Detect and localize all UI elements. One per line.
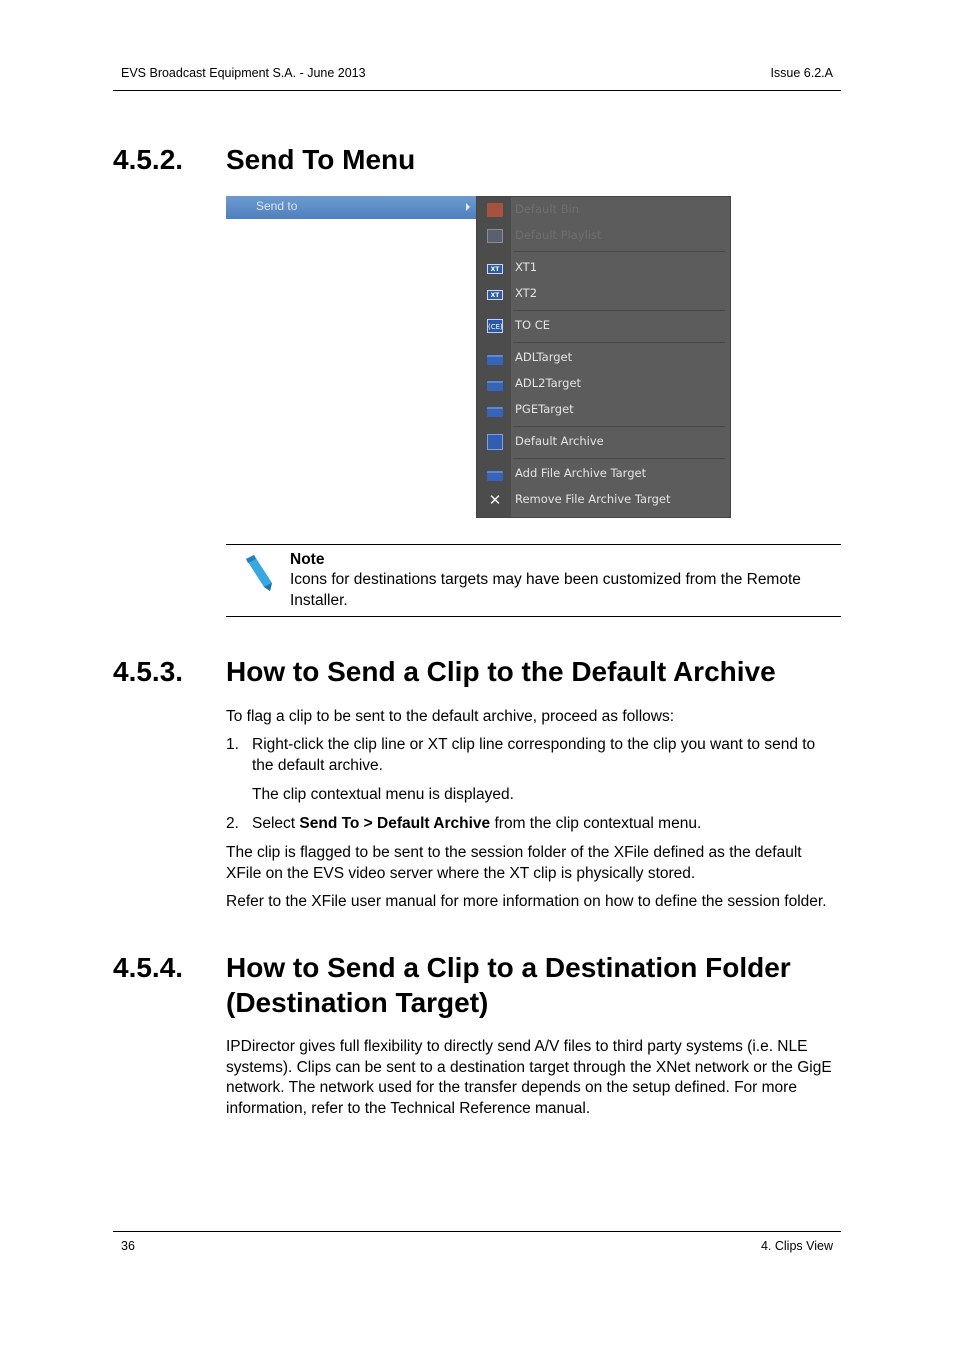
playlist-icon	[487, 229, 503, 243]
menu-item-label: ADLTarget	[515, 350, 573, 364]
menu-path-bold: Send To > Default Archive	[299, 815, 491, 832]
menu-item-label: XT1	[515, 260, 538, 274]
header-issue: Issue 6.2.A	[770, 66, 833, 80]
menu-item-adltarget[interactable]	[477, 345, 727, 371]
menu-item-xt1[interactable]	[477, 255, 727, 281]
section-heading-destination-folder	[113, 950, 841, 1022]
pencil-icon	[242, 553, 276, 593]
section-heading-default-archive	[113, 654, 841, 690]
send-to-submenu	[476, 196, 731, 518]
step-text	[252, 814, 841, 835]
send-to-menu-screenshot	[226, 196, 731, 518]
note-text: Icons for destinations targets may have been customized from the Remote Installer.	[290, 571, 801, 609]
section-heading-send-to-menu	[113, 142, 841, 178]
menu-item-label: ADL2Target	[515, 376, 582, 390]
folder-icon	[487, 407, 503, 417]
menu-item-xt2[interactable]	[477, 281, 727, 307]
menu-item-label: Add File Archive Target	[515, 466, 647, 480]
step-2	[226, 814, 841, 836]
menu-item-label: TO CE	[515, 318, 551, 332]
section-number: 4.5.4.	[113, 952, 184, 983]
step-text-post: from the clip contextual menu.	[490, 815, 702, 832]
menu-item-remove-file-archive-target[interactable]	[477, 487, 727, 513]
paragraph-flagged: The clip is flagged to be sent to the session folder of the XFile defined as the default XFile on the EVS video server where the XT clip is physically stored.	[226, 844, 802, 882]
submenu-arrow-icon	[466, 203, 470, 211]
step-text: Right-click the clip line or XT clip line corresponding to the clip you want to send to the default archive.	[252, 736, 816, 774]
menu-item-default-bin[interactable]	[477, 197, 727, 223]
intro-paragraph: To flag a clip to be sent to the default archive, proceed as follows:	[226, 708, 675, 725]
menu-item-label: PGETarget	[515, 402, 574, 416]
section-title: Send To Menu	[226, 144, 416, 175]
menu-item-default-playlist[interactable]	[477, 223, 727, 249]
step-number: 1.	[226, 736, 239, 753]
section-number: 4.5.3.	[113, 656, 184, 687]
menu-separator	[513, 310, 725, 311]
note-box	[226, 544, 841, 617]
folder-icon	[487, 471, 503, 481]
menu-item-label: Default Bin	[515, 202, 580, 216]
xt-server-icon: XT	[487, 290, 503, 300]
chapter-name: 4. Clips View	[760, 1239, 833, 1253]
section-title: How to Send a Clip to a Destination Folder (Destination Target)	[226, 952, 791, 1018]
menu-item-adl2target[interactable]	[477, 371, 727, 397]
menu-item-to-ce[interactable]	[477, 313, 727, 339]
paragraph-ipdirector: IPDirector gives full flexibility to directly send A/V files to third party systems (i.e. NLE systems). Clips can be sent to a destination target through the XNet network or the GigE network. The network used for the transfer depends on the setup defined. For more information, refer to the Technical Reference manual.	[226, 1038, 832, 1118]
folder-icon	[487, 355, 503, 365]
menu-item-default-archive[interactable]	[477, 429, 727, 455]
menu-item-label: Default Archive	[515, 434, 604, 448]
step-1-result: The clip contextual menu is displayed.	[252, 786, 514, 803]
page-footer	[113, 1231, 841, 1261]
menu-item-label: XT2	[515, 286, 538, 300]
menu-item-add-file-archive-target[interactable]	[477, 461, 727, 487]
send-to-menu-item[interactable]	[226, 196, 476, 219]
menu-item-label: Default Playlist	[515, 228, 602, 242]
archive-icon	[487, 434, 503, 450]
section-number: 4.5.2.	[113, 144, 184, 175]
step-number: 2.	[226, 815, 239, 832]
page-number: 36	[121, 1239, 135, 1253]
menu-item-label: Remove File Archive Target	[515, 492, 671, 506]
folder-icon	[487, 381, 503, 391]
step-text-pre: Select	[252, 815, 300, 832]
menu-item-pgetarget[interactable]	[477, 397, 727, 423]
send-to-label: Send to	[256, 199, 298, 213]
xt-server-icon: XT	[487, 264, 503, 274]
step-1	[226, 735, 841, 777]
paragraph-refer: Refer to the XFile user manual for more information on how to define the session folder.	[226, 893, 827, 910]
menu-separator	[513, 342, 725, 343]
page-header	[113, 66, 841, 91]
red-folder-icon	[487, 203, 503, 217]
menu-separator	[513, 251, 725, 252]
ce-icon: (CE)	[487, 319, 503, 333]
section-title: How to Send a Clip to the Default Archive	[226, 656, 776, 687]
menu-separator	[513, 426, 725, 427]
header-company-date: EVS Broadcast Equipment S.A. - June 2013	[121, 66, 366, 80]
close-icon: ✕	[488, 491, 502, 509]
menu-separator	[513, 458, 725, 459]
note-title: Note	[290, 551, 325, 568]
